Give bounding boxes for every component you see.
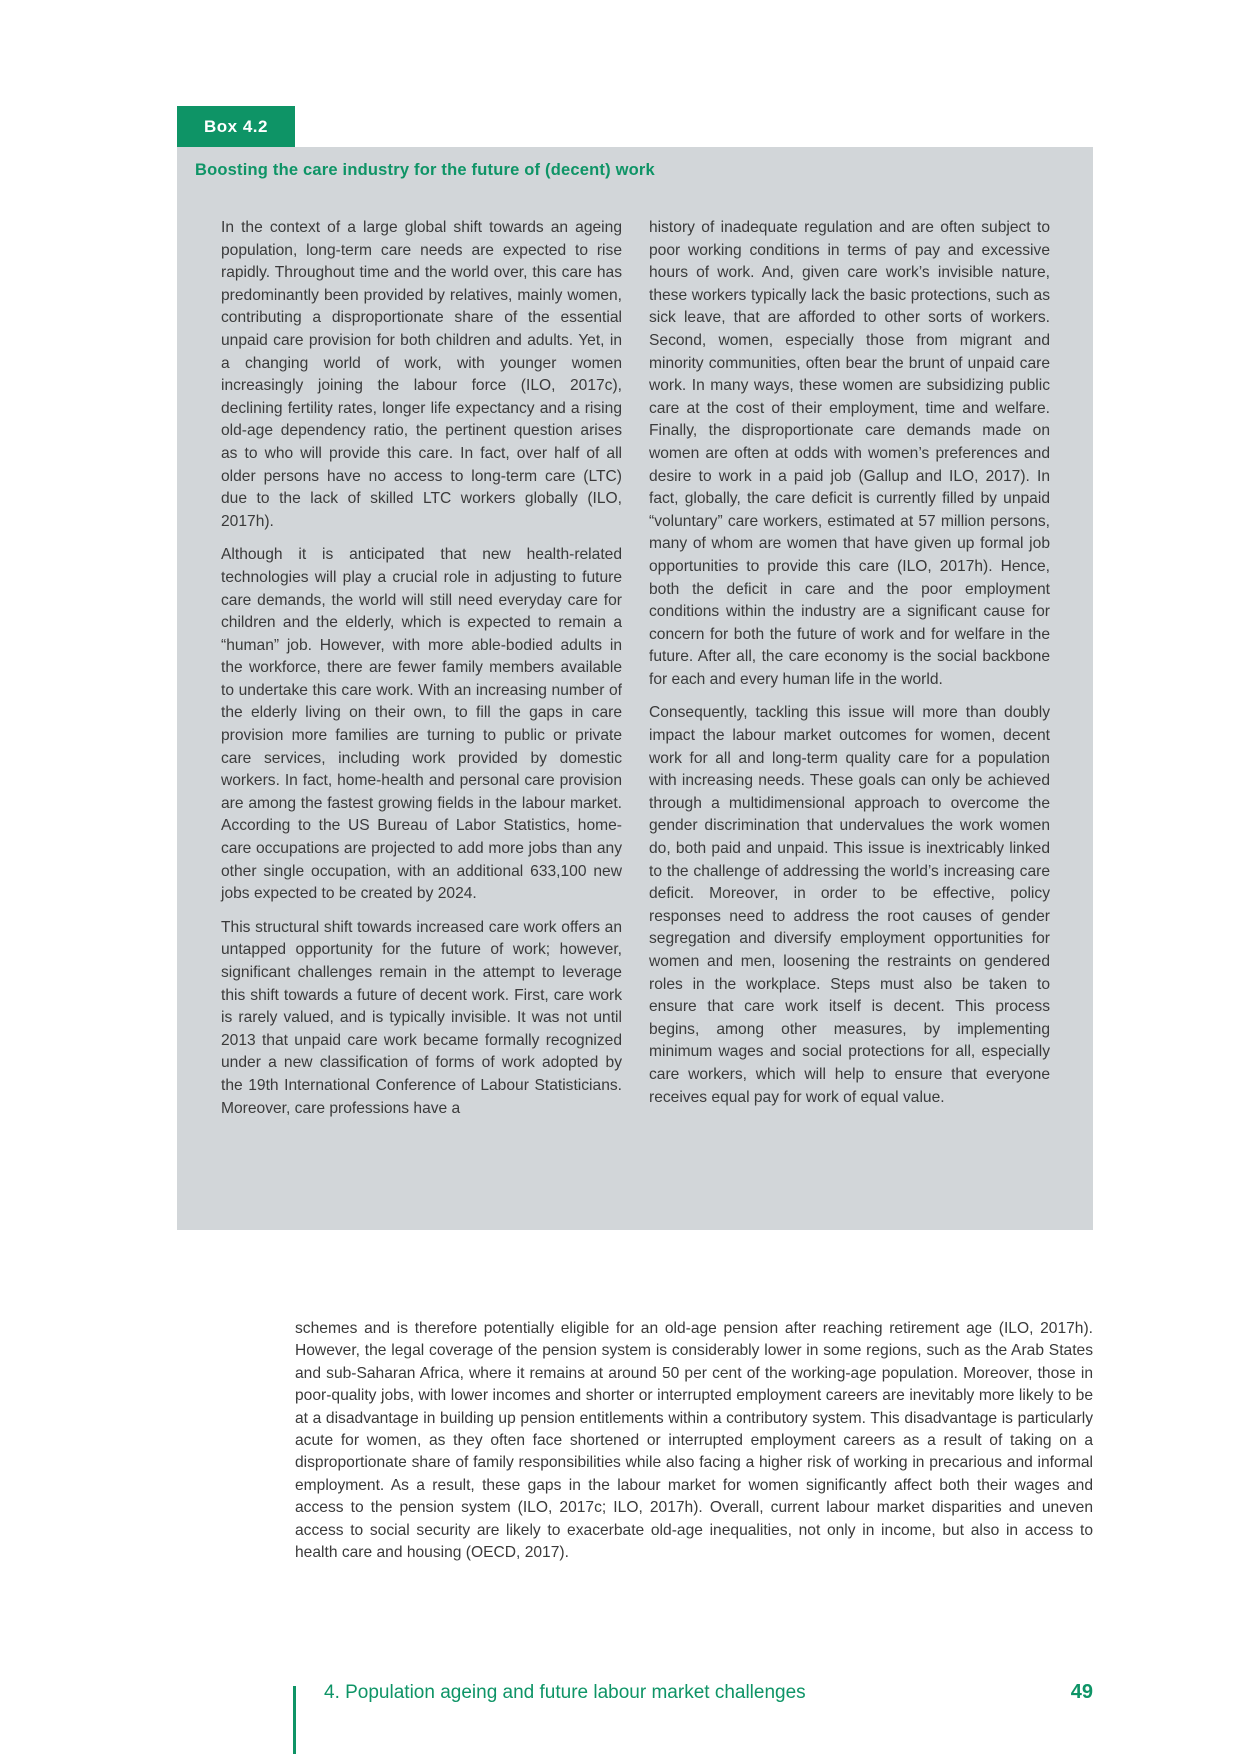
- box-paragraph: In the context of a large global shift towards an ageing population, long-term care needs are expected to rise rapidly. Throughout time and the world over, this care has predominantly been provided by relatives, mainly women, contributing a disproportionate share of the essential unpaid care provision for both children and adults. Yet, in a changing world of work, with younger women increasingly joining the labour force (ILO, 2017c), declining fertility rates, longer life expectancy and a rising old-age dependency ratio, the pertinent question arises as to who will provide this care. In fact, over half of all older persons have no access to long-term care (LTC) due to the lack of skilled LTC workers globally (ILO, 2017h).: [221, 219, 622, 530]
- box-left-column: [221, 217, 622, 1131]
- footer-divider: [293, 1686, 296, 1754]
- box-paragraph: Consequently, tackling this issue will more than doubly impact the labour market outcomes for women, decent work for all and long-term quality care for a population with increasing needs. These goals can only be achieved through a multidimensional approach to overcome the gender discrimination that undervalues the work women do, both paid and unpaid. This issue is inextricably linked to the challenge of addressing the world’s increasing care deficit. Moreover, in order to be effective, policy responses need to address the root causes of gender segregation and diversify employment opportunities for women and men, loosening the restraints on gendered roles in the workplace. Steps must also be taken to ensure that care work itself is decent. This process begins, among other measures, by implementing minimum wages and social protections for all, especially care workers, which will help to ensure that everyone receives equal pay for work of equal value.: [649, 704, 1050, 1106]
- box-title: Boosting the care industry for the future of (decent) work: [195, 161, 655, 179]
- box-panel: [177, 147, 1093, 1230]
- footer-chapter-title: 4. Population ageing and future labour market challenges: [324, 1682, 806, 1703]
- box-label: Box 4.2: [204, 116, 268, 136]
- box-paragraph: This structural shift towards increased care work offers an untapped opportunity for the future of work; however, significant challenges remain in the attempt to leverage this shift towards a future of decent work. First, care work is rarely valued, and is typically invisible. It was not until 2013 that unpaid care work became formally recognized under a new classification of forms of work adopted by the 19th International Conference of Labour Statisticians. Moreover, care professions have a: [221, 918, 622, 1117]
- box-paragraph: history of inadequate regulation and are often subject to poor working conditions in terms of pay and excessive hours of work. And, given care work’s invisible nature, these workers typically lack the basic protections, such as sick leave, that are afforded to other sorts of workers. Second, women, especially those from migrant and minority communities, often bear the brunt of unpaid care work. In many ways, these women are subsidizing public care at the cost of their employment, time and welfare. Finally, the disproportionate care demands made on women are often at odds with women’s preferences and desire to work in a paid job (Gallup and ILO, 2017). In fact, globally, the care deficit is currently filled by unpaid “voluntary” care workers, estimated at 57 million persons, many of whom are women that have given up formal job opportunities to provide this care (ILO, 2017h). Hence, both the deficit in care and the poor employment conditions within the industry are a significant cause for concern for both the future of work and for welfare in the future. After all, the care economy is the social backbone for each and every human life in the world.: [649, 219, 1050, 688]
- page-number: 49: [1070, 1681, 1093, 1703]
- box-right-column: [649, 217, 1050, 1120]
- body-text: [295, 1318, 1093, 1564]
- box-label-tab: [177, 106, 295, 147]
- box-paragraph: Although it is anticipated that new health-related technologies will play a crucial role in adjusting to future care demands, the world will still need everyday care for children and the elderly, which is expected to remain a “human” job. However, with more able-bodied adults in the workforce, there are fewer family members available to undertake this care work. With an increasing number of the elderly living on their own, to fill the gaps in care provision more families are turning to public or private care services, including work provided by domestic workers. In fact, home-health and personal care provision are among the fastest growing fields in the labour market. According to the US Bureau of Labor Statistics, home-care occupations are projected to add more jobs than any other single occupation, with an additional 633,100 new jobs expected to be created by 2024.: [221, 546, 622, 903]
- body-paragraph: schemes and is therefore potentially eligible for an old-age pension after reaching retirement age (ILO, 2017h). However, the legal coverage of the pension system is considerably lower in some regions, such as the Arab States and sub-Saharan Africa, where it remains at around 50 per cent of the working-age population. Moreover, those in poor-quality jobs, with lower incomes and shorter or interrupted employment careers are inevitably more likely to be at a disadvantage in building up pension entitlements within a contributory system. This disadvantage is particularly acute for women, as they often face shortened or interrupted employment careers as a result of taking on a disproportionate share of family responsibilities while also facing a higher risk of working in precarious and informal employment. As a result, these gaps in the labour market for women significantly affect both their wages and access to the pension system (ILO, 2017c; ILO, 2017h). Overall, current labour market disparities and uneven access to social security are likely to exacerbate old-age inequalities, not only in income, but also in access to health care and housing (OECD, 2017).: [295, 1320, 1093, 1562]
